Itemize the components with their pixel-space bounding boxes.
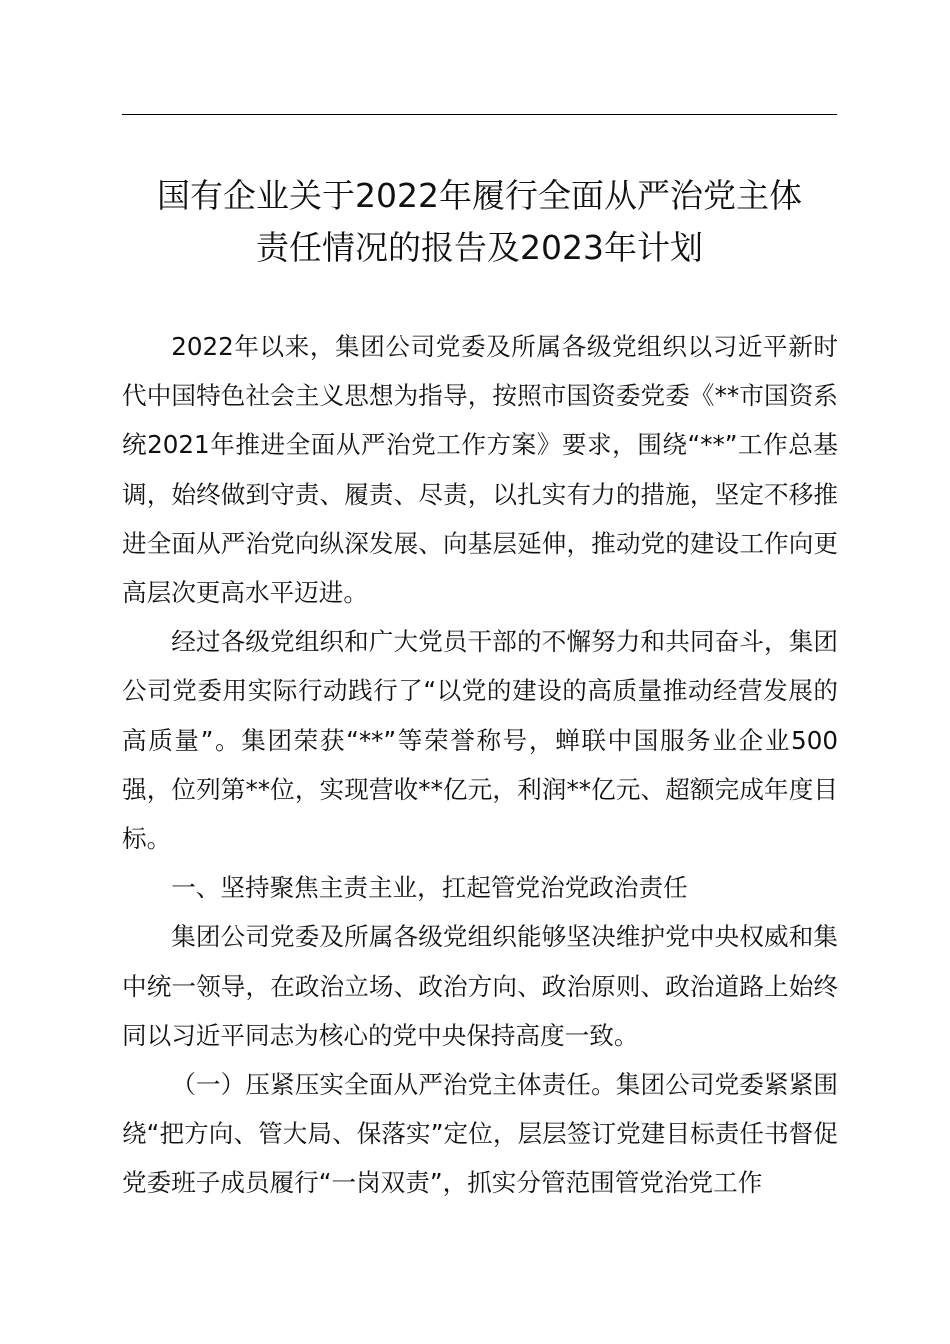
subsection-1: （一）压紧压实全面从严治党主体责任。集团公司党委紧紧围绕“把方向、管大局、保落实”定位，层层签订党建目标责任书督促党委班子成员履行“一岗双责”，抓实分管范围管党治党工作 xyxy=(122,1070,838,1198)
title-line-1: 国有企业关于2022年履行全面从严治党主体 xyxy=(157,176,802,215)
title-line-2: 责任情况的报告及2023年计划 xyxy=(256,228,703,267)
paragraph-achievements: 经过各级党组织和广大党员干部的不懈努力和共同奋斗，集团公司党委用实际行动践行了“以党的建设的高质量推动经营发展的高质量”。集团荣获“**”等荣誉称号，蝉联中国服务业企业500强，位列第**位，实现营收**亿元，利润**亿元、超额完成年度目标。 xyxy=(122,627,838,854)
paragraph-intro: 2022年以来，集团公司党委及所属各级党组织以习近平新时代中国特色社会主义思想为指导，按照市国资委党委《**市国资系统2021年推进全面从严治党工作方案》要求，围绕“**”工作总基调，始终做到守责、履责、尽责，以扎实有力的措施，坚定不移推进全面从严治党向纵深发展、向基层延伸，推动党的建设工作向更高层次更高水平迈进。 xyxy=(122,332,838,608)
section-heading-1: 一、坚持聚焦主责主业，扛起管党治党政治责任 xyxy=(171,873,688,903)
header-rule xyxy=(122,114,837,115)
document-body xyxy=(122,322,838,1208)
document-title xyxy=(122,170,837,274)
paragraph-political-stance: 集团公司党委及所属各级党组织能够坚决维护党中央权威和集中统一领导，在政治立场、政治方向、政治原则、政治道路上始终同以习近平同志为核心的党中央保持高度一致。 xyxy=(122,922,838,1050)
